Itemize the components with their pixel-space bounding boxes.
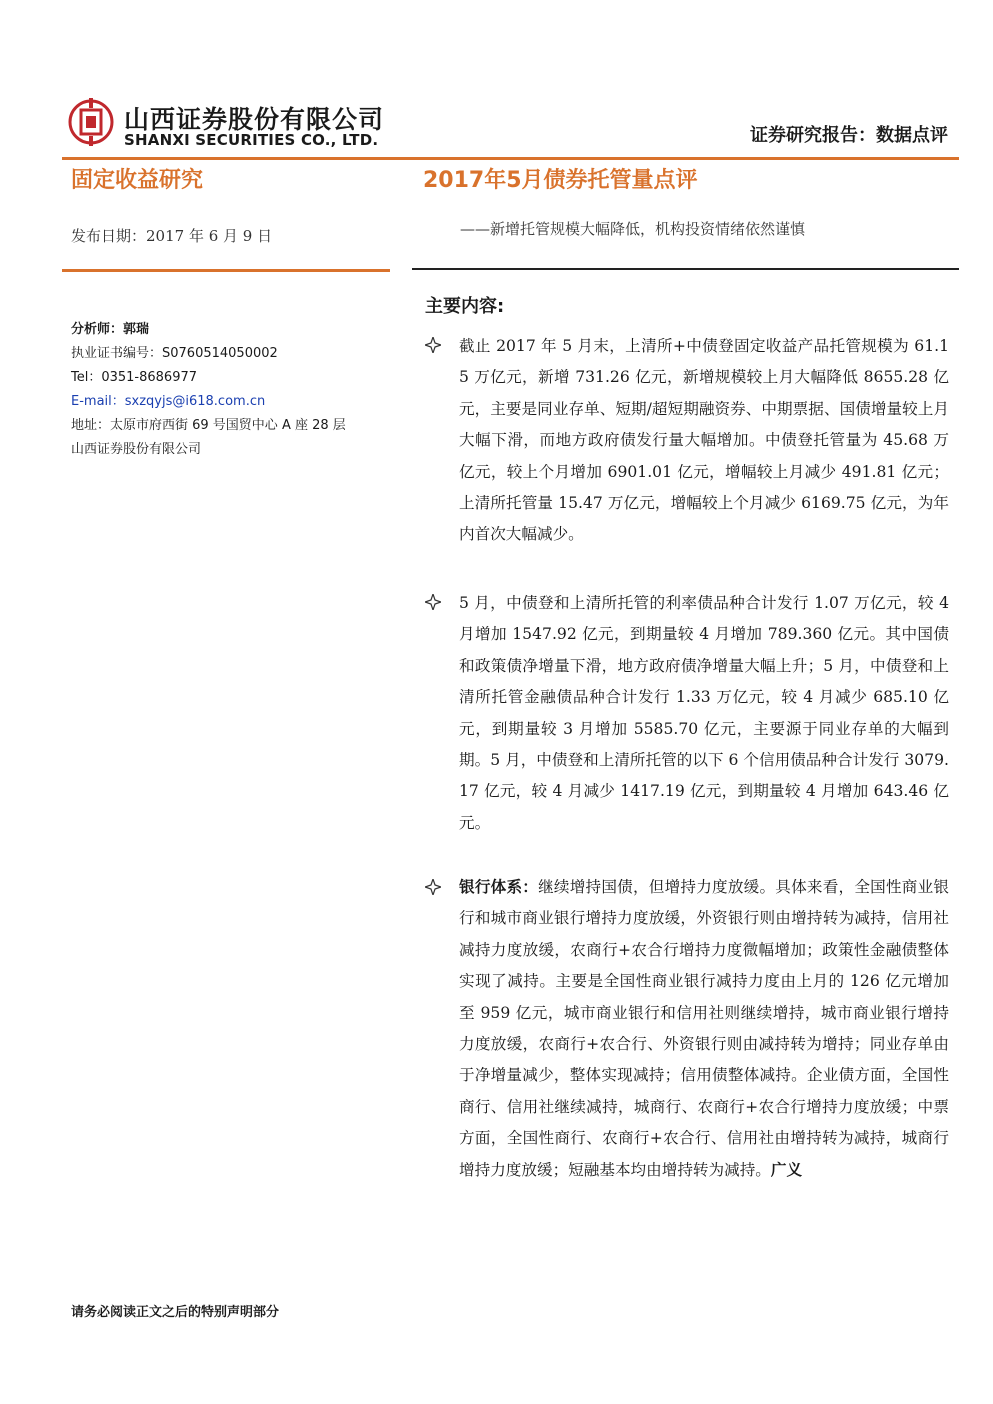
main-heading: 主要内容: <box>425 296 505 317</box>
analyst-email[interactable]: E-mail：sxzqyjs@i618.com.cn <box>71 394 266 409</box>
company-logo-icon <box>68 96 114 148</box>
bullet-text: 继续增持国债，但增持力度放缓。具体来看，全国性商业银行和城市商业银行增持力度放缓，外资银行则由增持转为减持，信用社减持力度放缓，农商行+农合行增持力度微幅增加；政策性金融债整体实现了减持。主要是全国性商业银行减持力度由上月的 126 亿元增加至 959 亿元，城市商业银行和信用社则继续增持，城市商业银行增持力度放缓，农商行+农合行、外资银行则由减持转为增持；同业存单由于净增量减少，整体实现减持；信用债整体减持。企业债方面，全国性商行、信用社继续减持，城商行、农商行+农合行增持力度放缓；中票方面，全国性商行、农商行+农合行、信用社由增持转为减持，城商行增持力度放缓；短融基本均由增持转为减持。 <box>459 878 949 1179</box>
company-logo <box>68 96 114 148</box>
sidebar-divider <box>62 269 390 272</box>
bullet-paragraph <box>459 872 949 1186</box>
bullet-paragraph <box>459 331 949 551</box>
bullet-paragraph <box>459 588 949 839</box>
analyst-tel: Tel：0351-8686977 <box>71 370 198 385</box>
report-type: 证券研究报告：数据点评 <box>750 125 948 146</box>
header-divider <box>62 157 959 160</box>
report-title: 2017年5月债券托管量点评 <box>423 168 698 193</box>
disclaimer-notice: 请务必阅读正文之后的特别声明部分 <box>71 1305 280 1320</box>
diamond-star-icon <box>425 337 441 353</box>
diamond-star-icon <box>425 594 441 610</box>
publish-date: 发布日期：2017 年 6 月 9 日 <box>71 227 273 245</box>
bullet-text: 截止 2017 年 5 月末，上清所+中债登固定收益产品托管规模为 61.15 万亿元，新增 731.26 亿元，新增规模较上月大幅降低 8655.28 亿元，主要是同业存单、短期/超短期融资券、中期票据、国债增量较上月大幅下滑，而地方政府债发行量大幅增加。中债登托管量为 45.68 万亿元，较上个月增加 6901.01 亿元，增幅较上月减少 491.81 亿元；上清所托管量 15.47 万亿元，增幅较上个月减少 6169.75 亿元，为年内首次大幅减少。 <box>459 337 949 544</box>
company-name-en: SHANXI SECURITIES CO., LTD. <box>124 131 379 149</box>
diamond-star-icon <box>425 879 441 895</box>
sector-label: 固定收益研究 <box>71 168 204 193</box>
analyst-info <box>71 318 346 462</box>
analyst-cert: 执业证书编号：S0760514050002 <box>71 346 278 361</box>
report-subtitle: ——新增托管规模大幅降低，机构投资情绪依然谨慎 <box>460 220 806 238</box>
analyst-address: 地址：太原市府西街 69 号国贸中心 A 座 28 层 <box>71 418 346 433</box>
bullet-lead: 银行体系： <box>459 878 539 896</box>
content-divider <box>412 268 959 270</box>
company-name-cn: 山西证券股份有限公司 <box>124 105 385 134</box>
analyst-company: 山西证券股份有限公司 <box>71 442 202 457</box>
bullet-text: 5 月，中债登和上清所托管的利率债品种合计发行 1.07 万亿元，较 4 月增加 1547.92 亿元，到期量较 4 月增加 789.360 亿元。其中国债和政策债净增量下滑，地方政府债净增量大幅上升；5 月，中债登和上清所托管金融债品种合计发行 1.33 万亿元，较 4 月减少 685.10 亿元，到期量较 3 月增加 5585.70 亿元，主要源于同业存单的大幅到期。5 月，中债登和上清所托管的以下 6 个信用债品种合计发行 3079.17 亿元，较 4 月减少 1417.19 亿元，到期量较 4 月增加 643.46 亿元。 <box>459 594 949 832</box>
bullet-tail: 广义 <box>770 1160 803 1179</box>
analyst-name: 分析师：郭瑞 <box>71 322 150 337</box>
